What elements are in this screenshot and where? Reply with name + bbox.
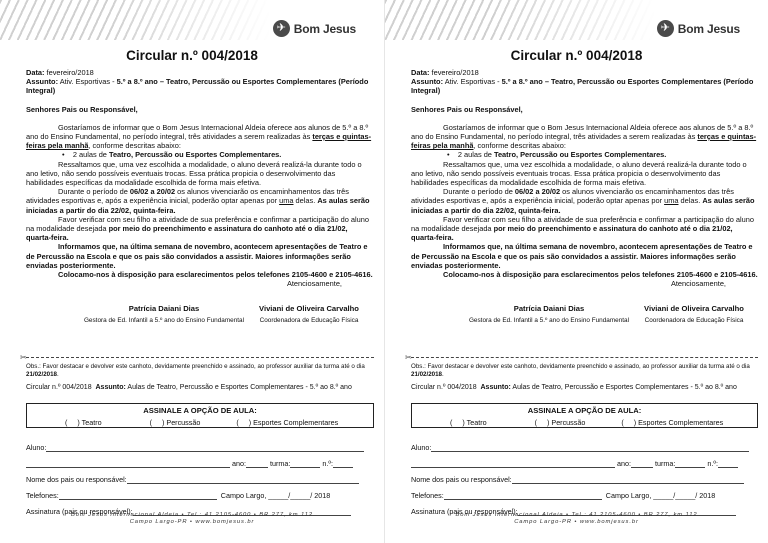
label-pais: Nome dos pais ou responsável: bbox=[411, 475, 512, 484]
scissors-icon: ✂ bbox=[20, 353, 27, 362]
row-telefones bbox=[411, 484, 758, 500]
letter-body bbox=[411, 68, 758, 324]
obs-date: 21/02/2018 bbox=[26, 371, 57, 378]
footer bbox=[0, 512, 384, 526]
signatures bbox=[411, 304, 758, 324]
logo-text: Bom Jesus bbox=[293, 21, 356, 36]
p3-text-3: delas. bbox=[293, 196, 318, 206]
sig2-role: Coordenadora de Educação Física bbox=[644, 316, 744, 324]
footer-line-1: Bom Jesus Internacional Aldeia • Tel.: 41 2105-4600 • BR 277, km 112 bbox=[71, 512, 313, 518]
sig1-name: Patrícia Daiani Dias bbox=[513, 304, 585, 314]
field-pais[interactable] bbox=[512, 475, 744, 484]
logo-text: Bom Jesus bbox=[677, 21, 740, 36]
p3-underline: uma bbox=[279, 196, 294, 206]
stub-form bbox=[26, 436, 374, 516]
p6-text: Colocamo-nos à disposição para esclarecimentos pelos telefones 2105-4600 e 2105-4616. bbox=[443, 270, 758, 280]
bullet-item: • 2 aulas de Teatro, Percussão ou Esportes Complementares. bbox=[62, 150, 282, 160]
circular-page-right bbox=[384, 0, 768, 543]
stub-subject: Aulas de Teatro, Percussão e Esportes Complementares - 5.º ao 8.º ano bbox=[127, 384, 352, 391]
page-title: Circular n.º 004/2018 bbox=[126, 48, 258, 63]
option-list bbox=[27, 418, 373, 427]
label-pais: Nome dos pais ou responsável: bbox=[26, 475, 127, 484]
footer-line-1: Bom Jesus Internacional Aldeia • Tel.: 41 2105-4600 • BR 277, km 112 bbox=[455, 512, 698, 518]
p3-text-3: delas. bbox=[678, 196, 703, 206]
footer bbox=[385, 512, 768, 526]
option-heading: ASSINALE A OPÇÃO DE AULA: bbox=[143, 406, 257, 415]
bullet-bold: Teatro, Percussão ou Esportes Complementares. bbox=[108, 150, 282, 160]
subject-line bbox=[411, 77, 758, 95]
stub-circular-line bbox=[26, 384, 378, 391]
field-turma[interactable] bbox=[675, 459, 705, 468]
p1-emphasis: terças e quintas-feiras pela manhã bbox=[411, 132, 757, 151]
option-list bbox=[412, 418, 757, 427]
footer-line-2: Campo Largo-PR • www.bomjesus.br bbox=[514, 519, 639, 525]
greeting bbox=[411, 105, 758, 114]
logo-icon: ✈ bbox=[273, 20, 290, 37]
greeting-text: Senhores Pais ou Responsável, bbox=[26, 104, 138, 114]
cut-line bbox=[26, 357, 374, 358]
field-aluno-cont[interactable] bbox=[411, 459, 615, 468]
field-ano[interactable] bbox=[631, 459, 653, 468]
stub-subject: Aulas de Teatro, Percussão e Esportes Complementares - 5.º ao 8.º ano bbox=[512, 384, 737, 391]
label-aluno: Aluno: bbox=[411, 443, 432, 452]
greeting bbox=[26, 105, 374, 114]
field-pais[interactable] bbox=[127, 475, 359, 484]
row-ano-turma bbox=[26, 452, 374, 468]
row-pais bbox=[411, 468, 758, 484]
obs-text: Obs.: Favor destacar e devolver este canhoto, devidamente preenchido e assinado, ao professor auxiliar da turma até o dia bbox=[26, 363, 365, 370]
field-turma[interactable] bbox=[290, 459, 320, 468]
closing: Atenciosamente, bbox=[670, 279, 726, 289]
cut-line bbox=[411, 357, 758, 358]
stub-form bbox=[411, 436, 758, 516]
bom-jesus-logo bbox=[657, 20, 740, 37]
subject-label: Assunto: bbox=[26, 77, 59, 87]
bullet-text: 2 aulas de bbox=[72, 150, 109, 160]
subject-value: Ativ. Esportivas - bbox=[444, 77, 502, 87]
option-teatro[interactable]: ( ) Teatro bbox=[450, 418, 487, 427]
p1-emphasis: terças e quintas-feiras pela manhã bbox=[26, 132, 372, 151]
paragraph-1 bbox=[26, 123, 374, 151]
bullet-text: 2 aulas de bbox=[457, 150, 494, 160]
row-pais bbox=[26, 468, 374, 484]
field-date[interactable]: Campo Largo, _____/_____/ 2018 bbox=[605, 491, 716, 500]
observation-note bbox=[411, 363, 758, 379]
field-date[interactable]: Campo Largo, _____/_____/ 2018 bbox=[220, 491, 331, 500]
p1-text: Gostaríamos de informar que o Bom Jesus Internacional Aldeia oferece aos alunos de 5.º a 8.º ano do Ensino Fundamental, no período integral, três atividades a serem realizadas às bbox=[26, 122, 369, 142]
obs-date: 21/02/2018 bbox=[411, 371, 442, 378]
p3-dates: 06/02 a 20/02 bbox=[514, 187, 561, 197]
field-aluno[interactable] bbox=[431, 443, 749, 452]
lesson-option-box bbox=[26, 403, 374, 428]
sig1-name: Patrícia Daiani Dias bbox=[128, 304, 200, 314]
date-label: Data: bbox=[411, 68, 430, 77]
signature-gestora bbox=[463, 304, 635, 324]
option-esportes[interactable]: ( ) Esportes Complementares bbox=[236, 418, 339, 427]
p3-text: Durante o período de bbox=[443, 187, 515, 197]
lesson-option-box bbox=[411, 403, 758, 428]
label-ano: ano: bbox=[617, 459, 631, 468]
p4-bold: por meio do preenchimento e assinatura do canhoto até o dia 21/02, quarta-feira. bbox=[411, 224, 733, 243]
p5-text: Informamos que, na última semana de novembro, acontecem apresentações de Teatro e de Percussão na Escola e que os pais são convidados a assistir. Maiores informações serão enviadas posteriormente. bbox=[26, 242, 368, 270]
p5-text: Informamos que, na última semana de novembro, acontecem apresentações de Teatro e de Percussão na Escola e que os pais são convidados a assistir. Maiores informações serão enviadas posteriormente. bbox=[411, 242, 753, 270]
paragraph-3 bbox=[26, 187, 374, 215]
p6-text: Colocamo-nos à disposição para esclarecimentos pelos telefones 2105-4600 e 2105-4616. bbox=[58, 270, 373, 280]
stub-circular: Circular n.º 004/2018 bbox=[26, 384, 92, 391]
field-telefones[interactable] bbox=[444, 491, 602, 500]
subject-value: Ativ. Esportivas - bbox=[59, 77, 117, 87]
subject-label: Assunto: bbox=[411, 77, 444, 87]
subject-line bbox=[26, 77, 374, 95]
label-turma: turma: bbox=[270, 459, 291, 468]
option-heading: ASSINALE A OPÇÃO DE AULA: bbox=[527, 406, 642, 415]
field-ano[interactable] bbox=[246, 459, 268, 468]
signatures bbox=[26, 304, 374, 324]
option-percussao[interactable]: ( ) Percussão bbox=[149, 418, 201, 427]
date-label: Data: bbox=[26, 68, 45, 77]
p4-text: Favor verificar com seu filho a atividade de sua preferência e confirmar a participação do aluno na modalidade desejada bbox=[26, 214, 369, 234]
scissors-icon: ✂ bbox=[405, 353, 412, 362]
label-aluno: Aluno: bbox=[26, 443, 47, 452]
greeting-text: Senhores Pais ou Responsável, bbox=[411, 104, 523, 114]
logo-icon: ✈ bbox=[657, 20, 674, 37]
letter-body bbox=[26, 68, 374, 324]
field-numero[interactable] bbox=[718, 459, 738, 468]
sig2-name: Viviani de Oliveira Carvalho bbox=[644, 304, 744, 314]
field-numero[interactable] bbox=[333, 459, 353, 468]
bom-jesus-logo bbox=[273, 20, 356, 37]
p3-text-2: os alunos vivenciarão os encaminhamentos das três atividades esportivas e, após a experiência inicial, poderão optar apenas por bbox=[411, 187, 734, 206]
label-numero: n.º: bbox=[707, 459, 718, 468]
option-esportes[interactable]: ( ) Esportes Complementares bbox=[621, 418, 724, 427]
p1-end: , conforme descritas abaixo: bbox=[473, 141, 566, 151]
footer-line-2: Campo Largo-PR • www.bomjesus.br bbox=[129, 519, 255, 525]
signature-gestora bbox=[78, 304, 250, 324]
p3-text: Durante o período de bbox=[58, 187, 130, 197]
observation-note bbox=[26, 363, 374, 379]
bullet-item: • 2 aulas de Teatro, Percussão ou Esportes Complementares. bbox=[447, 150, 667, 160]
sig1-role: Gestora de Ed. Infantil a 5.º ano do Ensino Fundamental bbox=[468, 316, 630, 324]
obs-end: . bbox=[441, 371, 444, 378]
option-teatro[interactable]: ( ) Teatro bbox=[65, 418, 102, 427]
label-assinatura: Assinatura (pais ou responsável): bbox=[26, 507, 133, 516]
p4-text: Favor verificar com seu filho a atividade de sua preferência e confirmar a participação do aluno na modalidade desejada bbox=[411, 214, 754, 234]
paragraph-5 bbox=[26, 242, 374, 270]
p3-dates: 06/02 a 20/02 bbox=[129, 187, 176, 197]
field-aluno[interactable] bbox=[46, 443, 364, 452]
stub-circular-line bbox=[411, 384, 762, 391]
paragraph-1 bbox=[411, 123, 758, 151]
row-aluno bbox=[411, 436, 758, 452]
p3-underline: uma bbox=[664, 196, 679, 206]
p3-text-2: os alunos vivenciarão os encaminhamentos das três atividades esportivas e, após a experiência inicial, poderão optar apenas por bbox=[26, 187, 349, 206]
field-telefones[interactable] bbox=[59, 491, 217, 500]
label-numero: n.º: bbox=[322, 459, 333, 468]
paragraph-6 bbox=[26, 270, 374, 279]
stripes-fade bbox=[0, 0, 270, 40]
subject-bold: 5.º a 8.º ano – Teatro, Percussão ou Esportes Complementares (Período Integral) bbox=[411, 77, 754, 96]
row-ano-turma bbox=[411, 452, 758, 468]
paragraph-6 bbox=[411, 270, 758, 279]
date-line bbox=[411, 68, 758, 77]
page-title: Circular n.º 004/2018 bbox=[510, 48, 643, 63]
paragraph-3 bbox=[411, 187, 758, 215]
obs-end: . bbox=[56, 371, 59, 378]
sig2-role: Coordenadora de Educação Física bbox=[259, 316, 359, 324]
subject-bold: 5.º a 8.º ano – Teatro, Percussão ou Esportes Complementares (Período Integral) bbox=[26, 77, 369, 96]
sig2-name: Viviani de Oliveira Carvalho bbox=[259, 304, 359, 314]
stub-circular: Circular n.º 004/2018 bbox=[411, 384, 477, 391]
signature-coordenadora bbox=[639, 304, 749, 324]
paragraph-5 bbox=[411, 242, 758, 270]
p3-bold-end: As aulas serão iniciadas a partir do dia 22/02, quinta-feira. bbox=[411, 196, 755, 215]
row-telefones bbox=[26, 484, 374, 500]
sig1-role: Gestora de Ed. Infantil a 5.º ano do Ensino Fundamental bbox=[83, 316, 245, 324]
paragraph-2: Ressaltamos que, uma vez escolhida a modalidade, o aluno deverá realizá-la durante todo o ano letivo, não sendo possíveis eventuais trocas. Essa prática propicia o desenvolvimento das habilidades específicas da modalidade escolhida de forma mais efetiva. bbox=[26, 159, 362, 188]
stub-subject-label: Assunto: bbox=[95, 384, 126, 391]
signature-coordenadora bbox=[254, 304, 364, 324]
paragraph-4 bbox=[26, 215, 374, 243]
p1-end: , conforme descritas abaixo: bbox=[88, 141, 181, 151]
row-aluno bbox=[26, 436, 374, 452]
paragraph-2: Ressaltamos que, uma vez escolhida a modalidade, o aluno deverá realizá-la durante todo o ano letivo, não sendo possíveis eventuais trocas. Essa prática propicia o desenvolvimento das habilidades específicas da modalidade escolhida de forma mais efetiva. bbox=[411, 159, 747, 188]
label-turma: turma: bbox=[655, 459, 676, 468]
obs-text: Obs.: Favor destacar e devolver este canhoto, devidamente preenchido e assinado, ao professor auxiliar da turma até o dia bbox=[411, 363, 750, 370]
stripes-fade bbox=[385, 0, 655, 40]
label-ano: ano: bbox=[232, 459, 246, 468]
paragraph-4 bbox=[411, 215, 758, 243]
date-value: fevereiro/2018 bbox=[431, 68, 479, 77]
field-aluno-cont[interactable] bbox=[26, 459, 230, 468]
option-percussao[interactable]: ( ) Percussão bbox=[534, 418, 586, 427]
stub-subject-label: Assunto: bbox=[480, 384, 511, 391]
label-telefones: Telefones: bbox=[26, 491, 59, 500]
label-telefones: Telefones: bbox=[411, 491, 444, 500]
p1-text: Gostaríamos de informar que o Bom Jesus Internacional Aldeia oferece aos alunos de 5.º a 8.º ano do Ensino Fundamental, no período integral, três atividades a serem realizadas às bbox=[411, 122, 754, 142]
closing: Atenciosamente, bbox=[286, 279, 342, 289]
p3-bold-end: As aulas serão iniciadas a partir do dia 22/02, quinta-feira. bbox=[26, 196, 370, 215]
p4-bold: por meio do preenchimento e assinatura do canhoto até o dia 21/02, quarta-feira. bbox=[26, 224, 348, 243]
date-line bbox=[26, 68, 374, 77]
bullet-bold: Teatro, Percussão ou Esportes Complementares. bbox=[493, 150, 667, 160]
label-assinatura: Assinatura (pais ou responsável): bbox=[411, 507, 518, 516]
date-value: fevereiro/2018 bbox=[46, 68, 94, 77]
